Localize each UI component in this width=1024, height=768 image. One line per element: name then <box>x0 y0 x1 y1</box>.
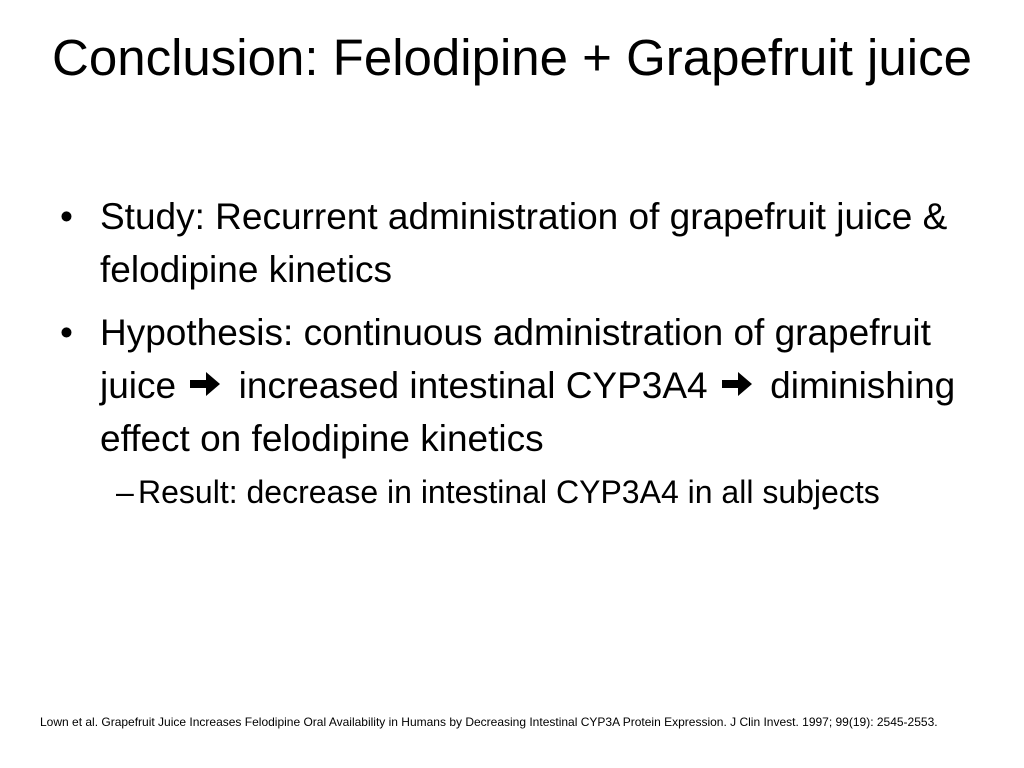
hypothesis-part-3: diminishing effect on felodipine kinetics <box>100 365 956 459</box>
right-arrow-icon <box>720 369 754 399</box>
citation: Lown et al. Grapefruit Juice Increases Felodipine Oral Availability in Humans by Decreasing Intestinal CYP3A Protein Expression. J Clin Invest. 1997; 99(19): 2545-2553. <box>40 715 938 729</box>
bullet-list <box>60 190 960 524</box>
sub-bullet-text: Result: decrease in intestinal CYP3A4 in all subjects <box>138 474 880 510</box>
hypothesis-part-2: increased intestinal CYP3A4 <box>238 365 708 406</box>
slide-title: Conclusion: Felodipine + Grapefruit juice <box>52 29 972 86</box>
right-arrow-icon <box>188 369 222 399</box>
bullet-hypothesis <box>60 306 960 514</box>
bullet-study <box>60 190 960 296</box>
sub-bullet-list <box>100 471 960 514</box>
sub-bullet-result <box>116 471 960 514</box>
sub-bullet-marker: – <box>116 474 134 510</box>
bullet-text: Study: Recurrent administration of grapefruit juice & felodipine kinetics <box>100 196 948 290</box>
bullet-marker: • <box>60 312 73 353</box>
bullet-marker: • <box>60 196 73 237</box>
hypothesis-part-1: Hypothesis: continuous administration of grapefruit juice <box>100 312 931 406</box>
